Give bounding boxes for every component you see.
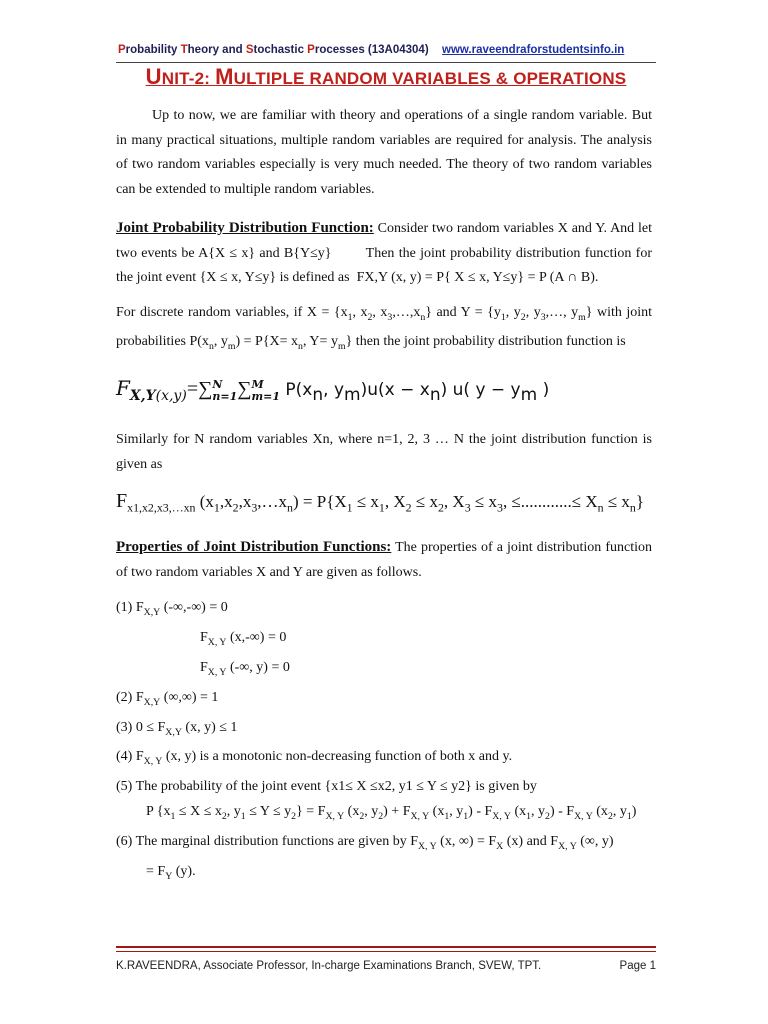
text-run: ,…, y [545,304,579,320]
footer-divider [116,951,656,952]
subscript: 2 [545,811,550,823]
page-footer [116,960,656,972]
text-run: } with joint probabilities P(x [116,304,653,349]
subscript: 2 [378,811,384,823]
subscript: m [337,340,346,352]
header-initial: T [180,44,188,56]
subscript: 1 [347,311,353,323]
formula-text: , X [384,492,406,512]
sum-symbol: ∑ [237,378,252,401]
text-run: , y [505,304,521,320]
header-word: tochastic [253,44,308,56]
subscript: n [298,340,303,352]
subscript: X, Y [492,811,511,823]
subscript: X,Y [143,696,161,708]
text-run: (x,-∞) = 0 [226,630,287,646]
formula-text: ≤ x [470,492,497,512]
formula-text: , y [323,380,345,401]
formula-args: (x,y) [155,388,187,405]
property-item-3 [116,715,652,745]
text-run: , y [531,804,546,820]
sum-lower-limit: m=1 [251,389,281,403]
property-item-6 [116,829,652,889]
header-url-link[interactable]: www.raveendraforstudentsinfo.in [442,44,625,56]
header-initial: S [245,44,254,56]
subscript: X, Y [207,666,227,678]
text-run: , y [226,804,241,820]
text-run: , y [364,804,379,820]
text-run: ≤ Y ≤ y [245,804,292,820]
intro-paragraph: Up to now, we are familiar with theory and operations of a single random variable. But in many practical situations, multiple random variables are required for analysis. The analysis of two random variables especially is very much needed. The theory of two random variables can be extended to multiple random variables. [116,108,652,197]
property-item-4 [116,744,652,774]
formula-subscript: 1 [213,500,220,515]
joint-distribution-formula [116,373,652,412]
subscript: X, Y [410,811,430,823]
formula-text: )u(x − x [360,380,430,401]
formula-subscript: n [429,385,441,406]
property-item-1a [116,625,652,655]
subscript: 2 [359,811,365,823]
text-run: , x [372,304,388,320]
subscript: X, Y [325,811,345,823]
joint-text: Consider two random variables X and Y. And let two events be A{X ≤ x} and B{Y≤y} Then the joint probability distribution function for the joint event {X ≤ x, Y≤y} is defined as FX,Y (x, y) = P{ X ≤ x, Y≤y} = P (A ∩ B). [116,221,656,285]
footer-divider [116,946,656,948]
text-run: , x [352,304,368,320]
text-run: (3) 0 ≤ F [116,719,166,735]
text-run: ) [631,804,637,820]
text-run: , y [612,804,627,820]
subscript: 2 [221,811,227,823]
properties-heading: Properties of Joint Distribution Functions: [116,539,392,556]
title-part: ULTIPLE RANDOM VARIABLES & OPERATIONS [233,69,627,88]
text-run: } and Y = {y [425,304,501,320]
text-run: (6) The marginal distribution functions are given by F [116,834,418,850]
subscript: m [578,311,586,323]
formula-text: ) = P{X [292,492,347,512]
title-cap: M [215,64,234,89]
formula-text: ≤ x [352,492,379,512]
formula-subscript: m [344,385,361,406]
text-run: ,…,x [392,304,421,320]
text-run: (1) F [116,600,144,616]
text-run: ) - F [549,804,575,820]
subscript: 1 [170,811,176,823]
text-run: (-∞, y) = 0 [226,660,290,676]
page-number: Page 1 [619,960,656,972]
text-run: (x [510,804,527,820]
formula-subscript: n [597,500,604,515]
formula-text: , X [443,492,465,512]
header-word: rocesses (13A04304) [314,44,429,56]
n-variable-formula [116,487,652,521]
property-item-1 [116,595,652,625]
properties-text: The properties of a joint distribution function of two random variables X and Y are given as follows. [116,540,652,580]
properties-section [116,535,652,585]
text-run: (x) and F [503,834,559,850]
header-divider [116,62,656,63]
formula-text: ) u( y − y [440,380,521,401]
formula-text: P(x [280,380,313,401]
text-run: = F [146,863,166,879]
page-header [118,44,658,56]
document-body [116,104,656,889]
subscript: 2 [291,811,297,823]
subscript: X [496,840,504,852]
subscript: X, Y [143,756,163,768]
subscript: 2 [367,311,373,323]
subscript: n [208,340,214,352]
property-item-2 [116,685,652,715]
sum-upper-limit: M [251,377,264,391]
text-run: (x, ∞) = F [436,834,497,850]
title-cap: U [145,64,162,89]
joint-heading: Joint Probability Distribution Function: [116,220,374,236]
formula-subscript: 3 [251,500,258,515]
properties-list [116,595,652,888]
formula-subscript: 1 [378,500,385,515]
formula-subscript: x1,x2,x3,…xn [127,500,196,515]
formula-subscript: n [629,500,636,515]
formula-subscript: 1 [346,500,353,515]
discrete-paragraph [116,301,652,360]
subscript: X, Y [574,811,593,823]
formula-equals: = [186,378,199,401]
formula-text: ,x [238,492,252,512]
formula-subscript: m [520,385,538,406]
text-run: , y [213,333,228,349]
subscript: 2 [607,811,613,823]
text-run: P {x [146,804,171,820]
subscript: X, Y [558,840,577,852]
sum-upper-limit: N [212,377,223,391]
text-run: } then the joint probability distribution function is [345,333,626,349]
header-initial: P [307,44,315,56]
formula-subscript: 2 [437,500,444,515]
joint-section [116,216,656,291]
subscript: n [420,311,426,323]
header-word: robability [125,44,181,56]
sum-symbol: ∑ [198,378,213,401]
text-run: (4) F [116,749,144,765]
subscript: 1 [463,811,469,823]
similar-paragraph: Similarly for N random variables Xn, where n=1, 2, 3 … N the joint distribution function is given as [116,432,652,472]
text-run: (-∞,-∞) = 0 [160,600,228,616]
text-run: ≤ X ≤ x [175,804,222,820]
subscript: 1 [500,311,506,323]
text-run: (x [592,804,608,820]
formula-text: ) [537,380,550,401]
footer-author: K.RAVEENDRA, Associate Professor, In-charge Examinations Branch, SVEW, TPT. [116,960,542,972]
subscript: 1 [444,811,450,823]
unit-title [116,64,656,90]
subscript: X, Y [207,637,227,649]
formula-text: ≤ x [411,492,438,512]
subscript: X,Y [165,726,182,738]
formula-subscript: n [287,500,293,515]
formula-subscript: 2 [232,500,239,515]
text-run: (∞,∞) = 1 [160,689,219,705]
property-item-5-formula [116,799,652,829]
text-run: F [200,660,208,676]
formula-text: , ≤............≤ X [502,492,598,512]
subscript: 1 [626,811,632,823]
text-run: (x [344,804,360,820]
subscript: Y [165,870,173,882]
text-run: (y). [172,863,196,879]
header-word: heory and [187,44,246,56]
text-run: (x, y) is a monotonic non-decreasing function of both x and y. [162,749,513,765]
sum-lower-limit: n=1 [212,389,238,403]
formula-text: ,x [219,492,233,512]
text-run: ) - F [468,804,493,820]
text-run: } = F [296,804,326,820]
text-run: (x, y) ≤ 1 [181,719,238,735]
subscript: 3 [387,311,393,323]
subscript: 3 [540,311,546,323]
text-run: (∞, y) [576,834,614,850]
text-run: , y [525,304,541,320]
formula-subscript: n [312,385,324,406]
text-run: ) = P{X= x [235,333,299,349]
subscript: m [227,340,236,352]
formula-text: ≤ x [603,492,630,512]
formula-symbol: F [116,376,130,401]
formula-symbol: F [116,490,128,513]
property-item-5: (5) The probability of the joint event {x1≤ X ≤x2, y1 ≤ Y ≤ y2} is given by [116,779,537,795]
text-run: , Y= y [302,333,338,349]
formula-subscript: 3 [464,500,471,515]
title-part: NIT-2: [161,69,216,88]
formula-subscript: 3 [496,500,503,515]
header-initial: P [118,44,126,56]
text-run: (2) F [116,689,144,705]
formula-text: (x [195,492,214,512]
text-run: , y [449,804,464,820]
formula-subscript: 2 [405,500,412,515]
formula-text: } [635,492,645,512]
subscript: 2 [520,311,526,323]
formula-text: ,…x [257,492,288,512]
text-run: For discrete random variables, if X = {x [116,304,348,320]
subscript: 1 [526,811,532,823]
text-run: ) + F [383,804,411,820]
subscript: 1 [240,811,246,823]
subscript: X, Y [417,840,437,852]
text-run: (x [429,804,445,820]
subscript: X,Y [143,607,161,619]
formula-subscript: X,Y [129,388,156,405]
property-item-1b [116,655,652,685]
text-run: F [200,630,208,646]
